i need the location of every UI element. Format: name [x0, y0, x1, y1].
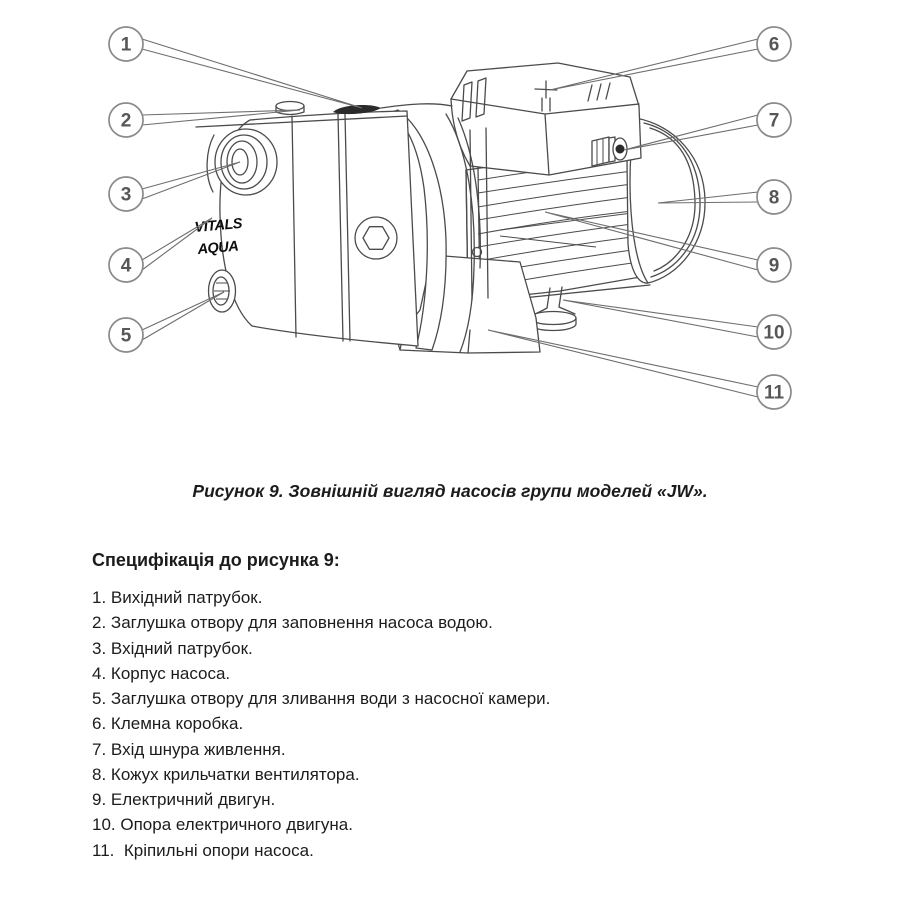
- leader-line-11: [488, 330, 758, 397]
- spec-item-6: [92, 711, 852, 736]
- inlet-port: [207, 129, 277, 195]
- spec-item-number: 4.: [92, 663, 107, 683]
- callout-11: [757, 375, 791, 409]
- spec-item-10: [92, 812, 852, 837]
- spec-item-number: 10.: [92, 815, 116, 835]
- spec-item-3: [92, 636, 852, 661]
- figure-caption: Рисунок 9. Зовнішній вигляд насосів групи моделей «JW».: [192, 481, 708, 501]
- drain-plug: [209, 270, 236, 312]
- callout-number: 4: [120, 255, 132, 277]
- callout-3: [109, 177, 143, 211]
- pump-casing: [194, 111, 418, 346]
- hex-plug: [355, 217, 397, 259]
- leader-line-6: [550, 39, 758, 90]
- callout-2: [109, 103, 143, 137]
- spec-item-text: Вхід шнура живлення.: [110, 739, 286, 759]
- spec-item-text: Корпус насоса.: [110, 663, 231, 683]
- spec-item-5: [92, 686, 852, 711]
- callout-number: 6: [768, 34, 780, 56]
- leader-line-10: [563, 300, 758, 337]
- callout-9: [757, 248, 791, 282]
- spec-list: [92, 585, 852, 863]
- callout-5: [109, 318, 143, 352]
- callout-10: [757, 315, 791, 349]
- terminal-box: [451, 63, 641, 175]
- spec-item-text: Опора електричного двигуна.: [120, 815, 353, 835]
- spec-item-number: 2.: [92, 613, 107, 633]
- callout-6: [757, 27, 791, 61]
- callout-number: 10: [763, 322, 785, 344]
- spec-item-8: [92, 762, 852, 787]
- spec-item-text: Вихідний патрубок.: [110, 588, 263, 607]
- top-edge: [381, 104, 452, 108]
- callout-number: 2: [120, 110, 132, 132]
- spec-item-text: Заглушка отвору для заповнення насоса водою.: [110, 613, 493, 633]
- spec-item-9: [92, 787, 852, 812]
- spec-item-2: [92, 610, 852, 635]
- spec-item-11: [92, 838, 852, 863]
- callout-1: [109, 27, 143, 61]
- spec-item-text: Клемна коробка.: [110, 714, 244, 734]
- spec-item-4: [92, 661, 852, 686]
- callout-number: 8: [768, 187, 780, 209]
- callout-number: 7: [768, 110, 780, 132]
- callout-8: [757, 180, 791, 214]
- callout-number: 9: [768, 255, 780, 277]
- leader-line-1: [142, 39, 362, 108]
- callout-7: [757, 103, 791, 137]
- leader-line-5: [142, 292, 224, 340]
- spec-item-text: Заглушка отвору для зливання води з насосної камери.: [110, 689, 551, 708]
- callout-number: 5: [120, 325, 132, 347]
- callout-number: 1: [120, 34, 132, 56]
- spec-section: [92, 550, 852, 863]
- brand-text-line1: VITALS: [193, 215, 243, 236]
- callout-number: 3: [120, 184, 132, 206]
- spec-item-number: 3.: [92, 638, 107, 658]
- spec-item-text: Кріпильні опори насоса.: [119, 840, 314, 860]
- spec-heading: Специфікація до рисунка 9:: [92, 550, 340, 570]
- spec-item-text: Вхідний патрубок.: [110, 638, 253, 658]
- fill-plug: [276, 102, 304, 115]
- spec-item-number: 9.: [92, 790, 107, 809]
- spec-item-number: 7.: [92, 739, 107, 759]
- callout-4: [109, 248, 143, 282]
- spec-item-number: 6.: [92, 714, 107, 734]
- spec-item-number: 11.: [92, 840, 115, 860]
- spec-item-text: Електричний двигун.: [110, 790, 276, 809]
- spec-item-7: [92, 737, 852, 762]
- spec-item-text: Кожух крильчатки вентилятора.: [110, 764, 360, 784]
- spec-item-number: 8.: [92, 764, 107, 784]
- brand-text-line2: AQUA: [196, 238, 239, 258]
- callout-number: 11: [763, 382, 785, 404]
- spec-item-number: 1.: [92, 588, 107, 607]
- spec-item-1: [92, 585, 852, 610]
- spec-item-number: 5.: [92, 689, 107, 708]
